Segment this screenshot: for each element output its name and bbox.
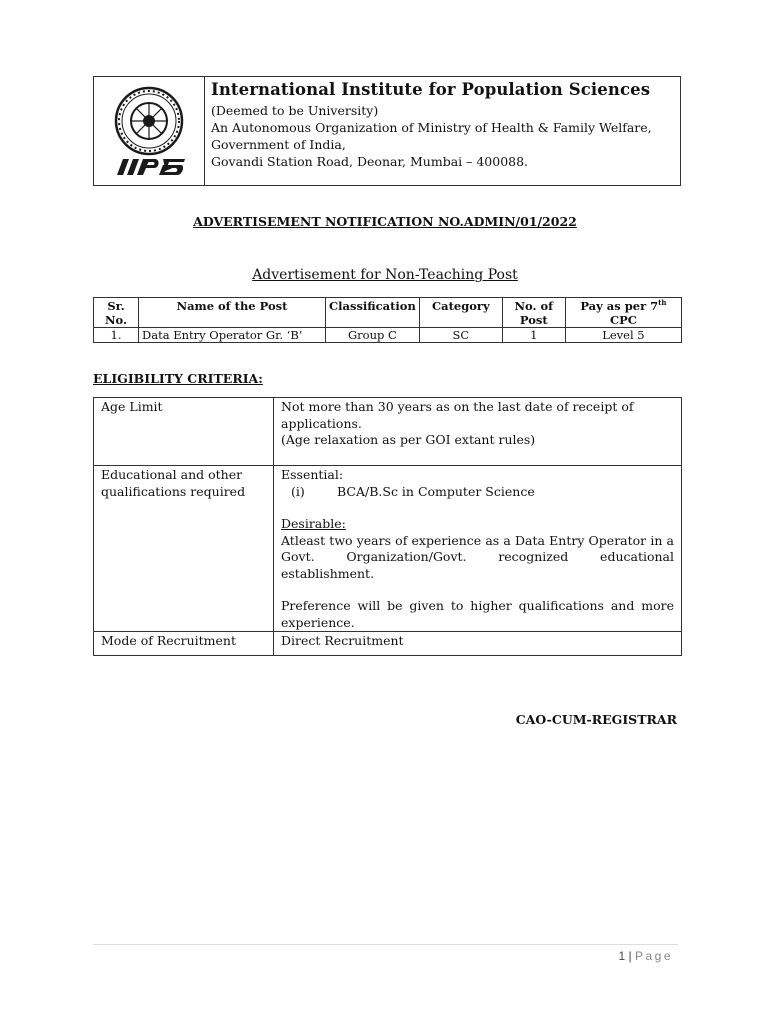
logo-cell bbox=[94, 77, 205, 185]
ministry-line-2: Government of India, bbox=[211, 137, 346, 152]
age-limit-text: Not more than 30 years as on the last date of receipt of applications. bbox=[281, 399, 634, 431]
notification-number: ADVERTISEMENT NOTIFICATION NO.ADMIN/01/2022 bbox=[193, 214, 577, 229]
cell-category: SC bbox=[419, 328, 502, 343]
essential-label: Essential: bbox=[281, 467, 344, 482]
signatory: CAO-CUM-REGISTRAR bbox=[515, 712, 677, 727]
posts-table bbox=[93, 297, 682, 343]
header-post-name: Name of the Post bbox=[139, 298, 326, 328]
letterhead-text bbox=[205, 77, 652, 185]
table-row bbox=[94, 632, 682, 656]
eligibility-heading: ELIGIBILITY CRITERIA: bbox=[93, 371, 263, 386]
table-row bbox=[94, 398, 682, 466]
header-no-of-post: No. of Post bbox=[502, 298, 565, 328]
header-pay-suffix: CPC bbox=[609, 313, 637, 327]
preference-text: Preference will be given to higher qualifications and more experience. bbox=[281, 598, 674, 630]
table-row bbox=[94, 466, 682, 632]
ministry-line-1: An Autonomous Organization of Ministry of Health & Family Welfare, bbox=[211, 120, 652, 135]
header-pay bbox=[565, 298, 681, 328]
mode-label: Mode of Recruitment bbox=[94, 632, 274, 656]
table-row bbox=[94, 328, 682, 343]
cell-sr: 1. bbox=[94, 328, 139, 343]
cell-classification: Group C bbox=[326, 328, 420, 343]
deemed-status: (Deemed to be University) bbox=[211, 103, 379, 118]
age-relaxation-text: (Age relaxation as per GOI extant rules) bbox=[281, 432, 536, 447]
page-separator: | bbox=[628, 949, 632, 963]
institute-name: International Institute for Population Sciences bbox=[211, 80, 651, 99]
page-word: Page bbox=[634, 949, 673, 963]
eligibility-table bbox=[93, 397, 682, 656]
desirable-text: Atleast two years of experience as a Data Entry Operator in a Govt. Organization/Govt. recognized educational establishment. bbox=[281, 532, 674, 581]
header-classification: Classification bbox=[326, 298, 420, 328]
letterhead bbox=[93, 76, 681, 186]
age-limit-value bbox=[274, 398, 682, 466]
page-footer bbox=[618, 949, 673, 963]
advertisement-title: Advertisement for Non-Teaching Post bbox=[252, 267, 518, 283]
cell-post-name: Data Entry Operator Gr. ‘B’ bbox=[139, 328, 326, 343]
footer-divider bbox=[93, 944, 678, 945]
page-number: 1 bbox=[618, 949, 626, 963]
essential-item bbox=[281, 484, 674, 501]
institute-address: Govandi Station Road, Deonar, Mumbai – 400088. bbox=[211, 154, 529, 169]
mode-value: Direct Recruitment bbox=[274, 632, 682, 656]
desirable-label: Desirable: bbox=[281, 516, 346, 531]
age-limit-label: Age Limit bbox=[94, 398, 274, 466]
iips-emblem-logo bbox=[103, 85, 195, 177]
cell-pay: Level 5 bbox=[565, 328, 681, 343]
posts-table-header-row bbox=[94, 298, 682, 328]
header-pay-sup: th bbox=[658, 298, 667, 308]
qualifications-value bbox=[274, 466, 682, 632]
essential-item-text: BCA/B.Sc in Computer Science bbox=[337, 483, 535, 499]
header-sr-no: Sr. No. bbox=[94, 298, 139, 328]
qualifications-label: Educational and other qualifications required bbox=[94, 466, 274, 632]
essential-item-number: (i) bbox=[291, 483, 305, 499]
header-category: Category bbox=[419, 298, 502, 328]
header-pay-prefix: Pay as per 7 bbox=[580, 299, 659, 313]
cell-no-of-post: 1 bbox=[502, 328, 565, 343]
